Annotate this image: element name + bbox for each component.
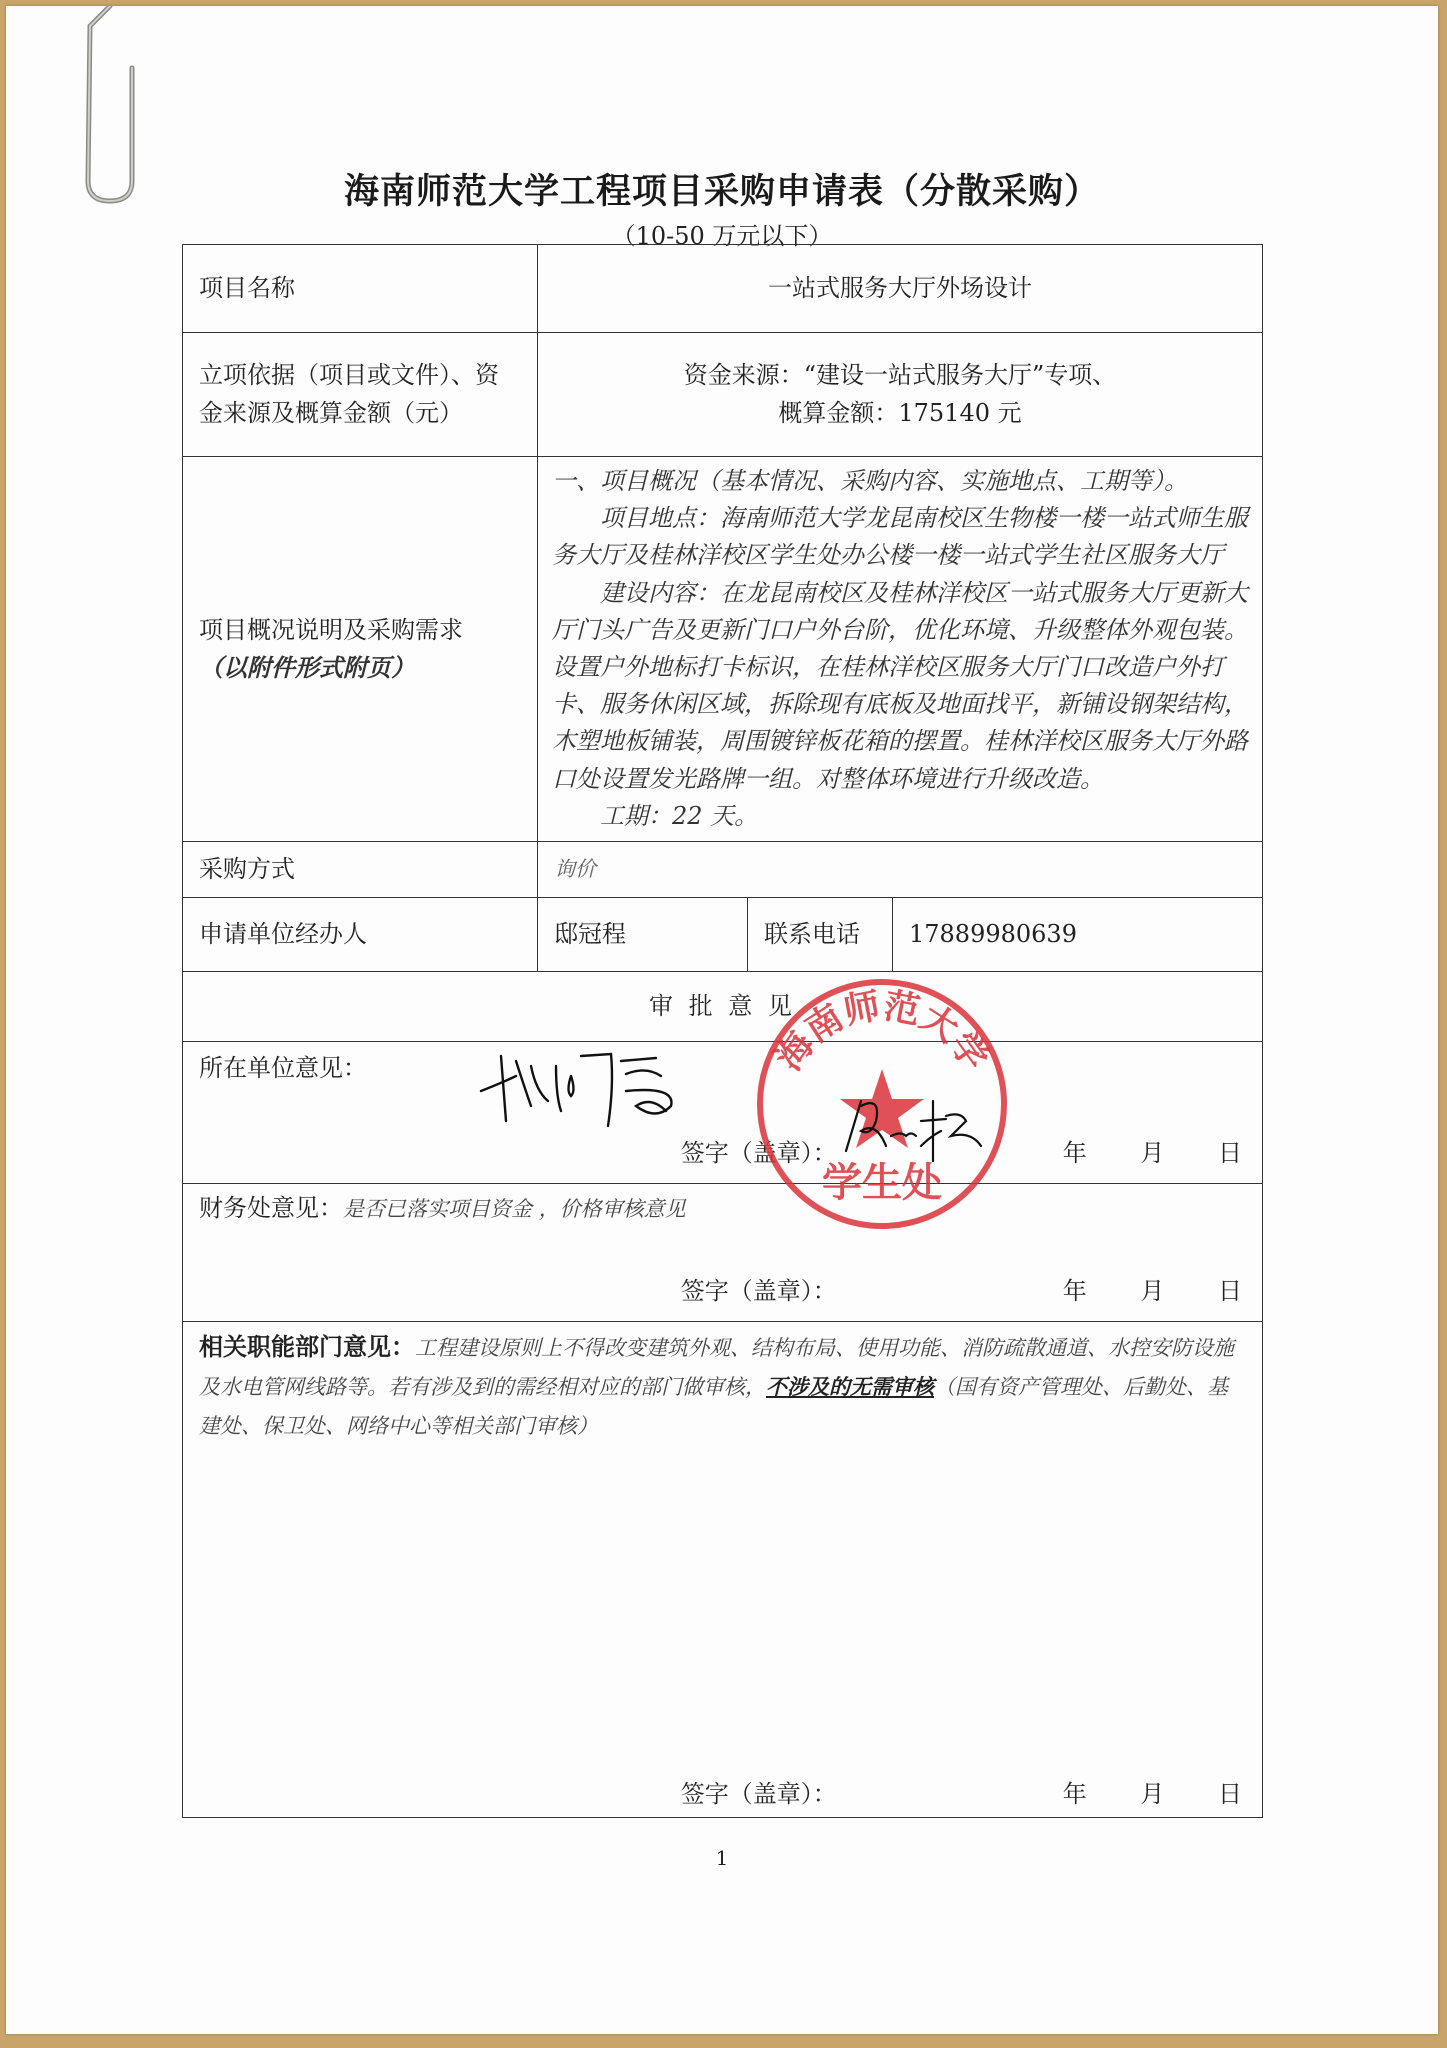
finance-signature-label: 签字（盖章）： — [680, 1277, 837, 1306]
unit-date-year: 年 — [1062, 1139, 1087, 1168]
overview-content: 建设内容：在龙昆南校区及桂林洋校区一站式服务大厅更新大厅门头广告及更新门口户外台阶，优化环境、升级整体外观包装。设置户外地标打卡标识，在桂林洋校区服务大厅门口改造户外打卡、服务休闲区域，拆除现有底板及地面找平，新铺设钢架结构，木塑地板铺装，周围镀锌板花箱的摆置。桂林洋校区服务大厅外路口处设置发光路牌一组。对整体环境进行升级改造。 — [552, 578, 1248, 793]
department-opinion-hint-2: （国有资产管理处、后勤处、基建处、保卫处、网络中心等相关部门审核） — [199, 1374, 1228, 1438]
finance-opinion-cell — [183, 1183, 1263, 1321]
phone-label: 联系电话 — [748, 897, 893, 971]
unit-opinion-label: 所在单位意见： — [199, 1053, 367, 1082]
unit-date-month: 月 — [1140, 1139, 1165, 1168]
funding-value — [538, 333, 1263, 457]
row-unit-opinion — [183, 1041, 1263, 1183]
row-procurement-method — [183, 841, 1263, 897]
document-title: 海南师范大学工程项目采购申请表（分散采购） — [343, 172, 1100, 212]
document-subtitle: （10-50 万元以下） — [611, 222, 833, 250]
unit-signature-label: 签字（盖章）： — [680, 1139, 837, 1168]
department-date-day: 日 — [1218, 1779, 1242, 1808]
overview-description — [538, 457, 1263, 842]
procurement-form-table — [182, 244, 1263, 1818]
overview-label — [183, 457, 538, 842]
unit-date-day: 日 — [1218, 1139, 1242, 1168]
department-opinion-label: 相关职能部门意见： — [199, 1331, 415, 1361]
applicant-name: 邸冠程 — [538, 897, 748, 971]
department-date — [1017, 1776, 1242, 1813]
overview-label-note: （以附件形式附页） — [199, 652, 415, 682]
row-project-name — [183, 245, 1263, 333]
procurement-method-label: 采购方式 — [183, 841, 538, 897]
finance-date — [1017, 1273, 1242, 1310]
applicant-label: 申请单位经办人 — [183, 897, 538, 971]
overview-duration: 工期：22 天。 — [600, 801, 759, 830]
finance-opinion-label: 财务处意见： — [199, 1193, 343, 1222]
finance-date-year: 年 — [1062, 1277, 1087, 1306]
department-date-year: 年 — [1062, 1779, 1087, 1808]
phone-value: 17889980639 — [893, 897, 1263, 971]
stamp-text-top: 海南师范大学 — [768, 985, 996, 1079]
document-page — [6, 6, 1438, 2034]
row-funding — [183, 333, 1263, 457]
row-finance-opinion — [183, 1183, 1263, 1321]
finance-date-day: 日 — [1218, 1277, 1242, 1306]
overview-label-main: 项目概况说明及采购需求 — [199, 615, 463, 644]
unit-date — [1017, 1135, 1242, 1172]
project-name-label: 项目名称 — [183, 245, 538, 333]
finance-date-month: 月 — [1140, 1277, 1165, 1306]
finance-opinion-hint: 是否已落实项目资金 ，价格审核意见 — [343, 1196, 686, 1221]
stamp-text-bottom: 学生处 — [822, 1160, 942, 1206]
budget-amount: 概算金额：175140 元 — [778, 398, 1022, 427]
overview-location: 项目地点：海南师范大学龙昆南校区生物楼一楼一站式师生服务大厅及桂林洋校区学生处办公楼一楼一站式学生社区服务大厅 — [552, 504, 1248, 570]
department-signature-label: 签字（盖章）： — [680, 1779, 837, 1808]
overview-heading: 一、项目概况（基本情况、采购内容、实施地点、工期等）。 — [552, 467, 1188, 495]
department-opinion-hint-1: 工程建设原则上不得改变建筑外观、结构布局、使用功能、消防疏散通道、水控安防设施及水电管网线路等。若有涉及到的需经相对应的部门做审核， — [199, 1335, 1234, 1399]
approval-heading: 审 批 意 见 — [183, 971, 1263, 1041]
department-signature-row — [681, 1776, 1246, 1813]
row-approval-heading — [183, 971, 1263, 1041]
department-opinion-emphasis: 不涉及的无需审核 — [766, 1373, 934, 1399]
funding-source: 资金来源：“建设一站式服务大厅”专项、 — [683, 361, 1117, 390]
finance-signature-row — [199, 1273, 1246, 1310]
row-department-opinion — [183, 1321, 1263, 1817]
row-overview — [183, 457, 1263, 842]
project-name-value: 一站式服务大厅外场设计 — [538, 245, 1263, 333]
unit-opinion-cell — [183, 1041, 1263, 1183]
department-opinion-cell — [183, 1321, 1263, 1817]
procurement-method-value: 询价 — [538, 841, 1263, 897]
department-date-month: 月 — [1140, 1779, 1165, 1808]
row-applicant — [183, 897, 1263, 971]
page-number: 1 — [715, 1846, 729, 1870]
unit-opinion-signature-row — [199, 1135, 1246, 1172]
funding-label: 立项依据（项目或文件）、资金来源及概算金额（元） — [183, 333, 538, 457]
